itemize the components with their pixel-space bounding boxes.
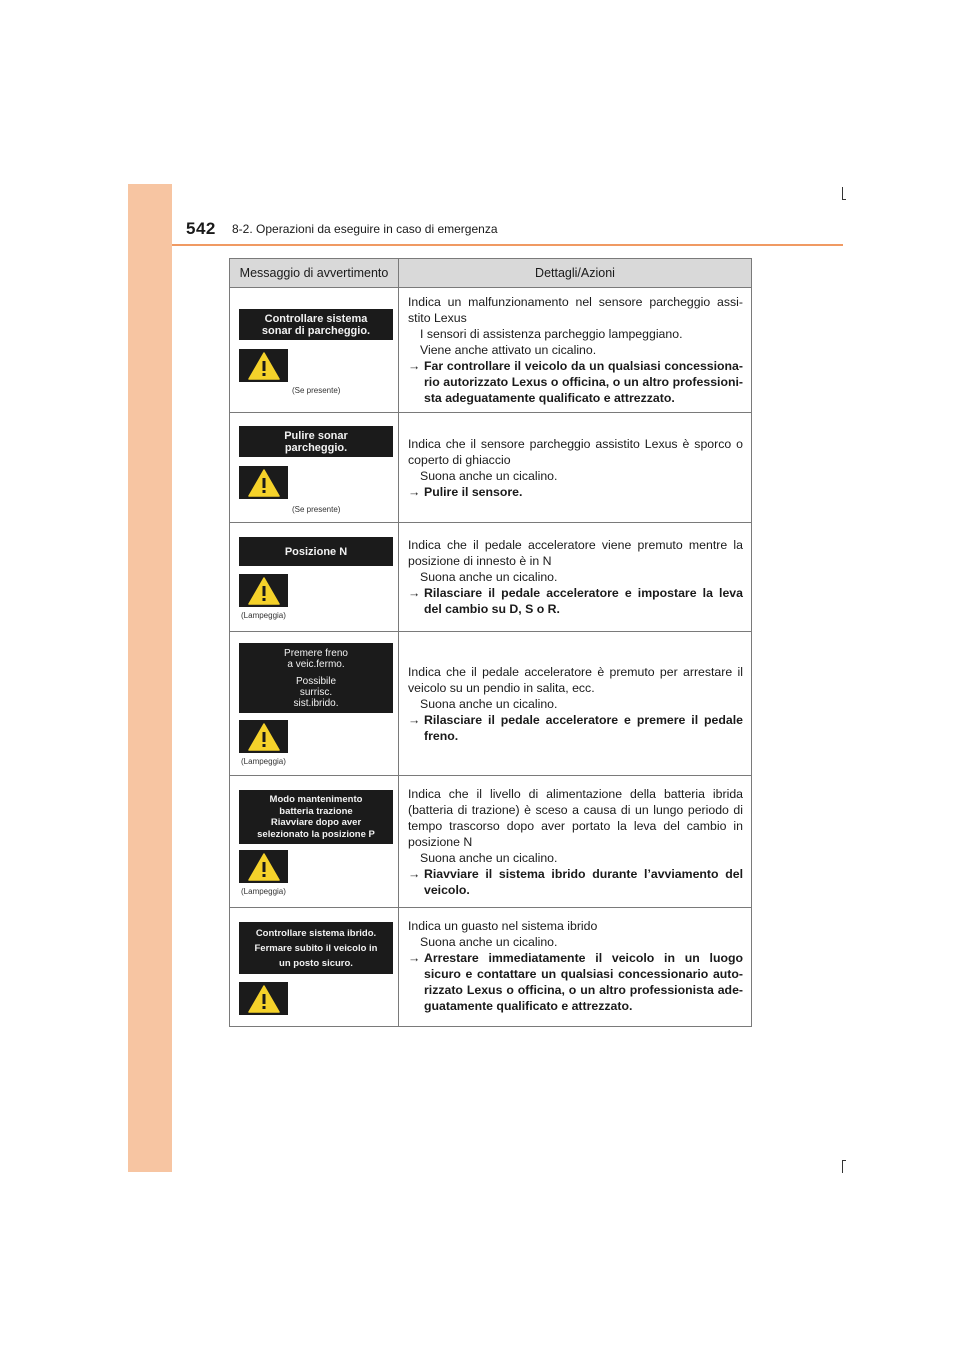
warning-icon [239,349,288,382]
details-cell [399,632,752,776]
warning-messages-table [229,258,752,1027]
chapter-color-band [128,184,172,1172]
display-message: Controllare sistema ibrido. Fermare subito il veicolo in un posto sicuro. [239,922,393,974]
table-row [230,523,752,632]
details-cell [399,288,752,413]
details-cell [399,413,752,523]
description: Indica che il pedale acceleratore è premuto per arrestare il veicolo su un pendio in salita, ecc. [408,664,743,695]
details-cell [399,908,752,1027]
arrow-icon: → [408,484,421,499]
description: Indica un malfunzionamento nel sensore parcheggio assi-stito Lexus [408,295,743,325]
description: Indica che il livello di alimentazione della batteria ibrida (batteria di trazione) è sceso a causa di un lungo periodo di tempo trascorso dopo aver portato la leva del cambio in posizione N [408,786,743,849]
action-text [408,950,743,1014]
warning-icon [239,850,288,883]
table-row [230,413,752,523]
description: Indica che il sensore parcheggio assistito Lexus è sporco o coperto di ghiaccio [408,436,743,467]
crop-mark-top [842,187,843,200]
crop-mark-bottom [842,1160,843,1173]
detail-line: Viene anche attivato un cicalino. [420,343,597,357]
message-cell [230,632,399,776]
display-message: Modo mantenimento batteria trazione Riavviare dopo aver selezionato la posizione P [239,790,393,844]
section-title: 8-2. Operazioni da eseguire in caso di emergenza [232,222,498,236]
arrow-icon: → [408,359,421,373]
action-label: Pulire il sensore. [424,484,523,499]
description: Indica che il pedale acceleratore viene premuto mentre la posizione di innesto è in N [408,538,743,568]
warning-icon [239,982,288,1015]
action-label: Far controllare il veicolo da un qualsiasi concessiona-rio autorizzato Lexus o officina, o un altro professioni-sta adeguatamente qualificato e attrezzato. [424,359,743,405]
detail-line: Suona anche un cicalino. [420,468,558,483]
message-cell [230,288,399,413]
table-row [230,632,752,776]
display-message: Posizione N [239,537,393,566]
note-label: (Se presente) [292,386,341,395]
note-label: (Lampeggia) [241,757,286,766]
warning-icon [239,720,288,753]
display-message: Controllare sistema sonar di parcheggio. [239,309,393,340]
action-label: Rilasciare il pedale acceleratore e impostare la leva del cambio su D, S o R. [424,586,743,616]
arrow-icon: → [408,712,421,727]
arrow-icon: → [408,951,421,965]
message-cell [230,776,399,908]
action-text [408,484,743,500]
table-row [230,908,752,1027]
detail-line: I sensori di assistenza parcheggio lampeggiano. [420,327,683,341]
column-header-details: Dettagli/Azioni [399,259,752,288]
details-cell [399,523,752,632]
display-message: Pulire sonar parcheggio. [239,426,393,457]
message-cell [230,413,399,523]
table-row [230,288,752,413]
note-label: (Se presente) [292,505,341,514]
detail-line: Suona anche un cicalino. [420,570,558,584]
arrow-icon: → [408,586,421,600]
table-row [230,776,752,908]
description: Indica un guasto nel sistema ibrido [408,919,598,933]
table-header-row [230,259,752,288]
message-cell [230,908,399,1027]
action-label: Rilasciare il pedale acceleratore e premere il pedale freno. [424,712,743,743]
detail-line: Suona anche un cicalino. [420,850,558,865]
note-label: (Lampeggia) [241,611,286,620]
column-header-message: Messaggio di avvertimento [230,259,399,288]
display-message: Premere freno a veic.fermo. Possibile surrisc. sist.ibrido. [239,643,393,713]
detail-line: Suona anche un cicalino. [420,935,558,949]
warning-icon [239,466,288,499]
action-label: Riavviare il sistema ibrido durante l’avviamento del veicolo. [424,866,743,897]
arrow-icon: → [408,866,421,881]
action-label: Arrestare immediatamente il veicolo in un luogo sicuro e contattare un qualsiasi concessionario auto-rizzato Lexus o officina, o un altro professionista ade-guatamente qualificato e attrezzato. [424,951,743,1013]
header-rule [172,244,843,246]
action-text [408,585,743,617]
details-cell [399,776,752,908]
message-cell [230,523,399,632]
note-label: (Lampeggia) [241,887,286,896]
action-text [408,866,743,898]
action-text [408,712,743,744]
action-text [408,358,743,406]
warning-icon [239,574,288,607]
detail-line: Suona anche un cicalino. [420,696,558,711]
page-number: 542 [186,219,216,238]
